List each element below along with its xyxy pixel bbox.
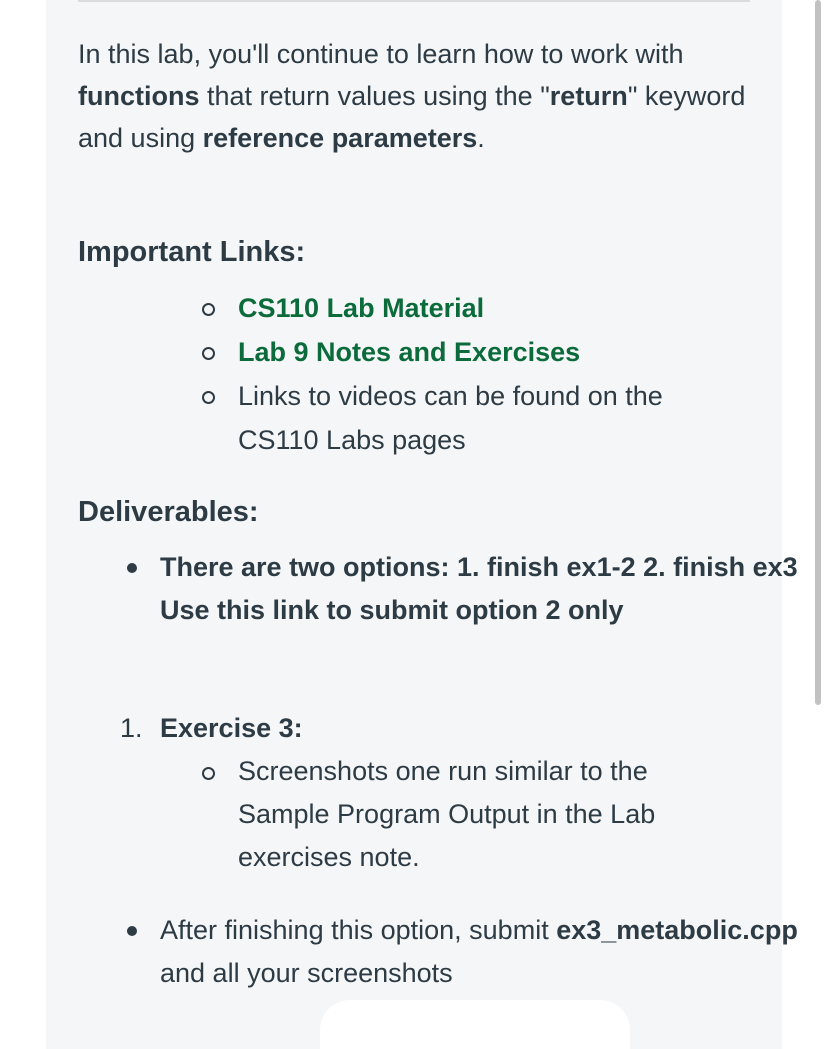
screenshot-instruction: Screenshots one run similar to the Sample Program Output in the Lab exercises note. (238, 756, 656, 872)
options-text: There are two options: 1. finish ex1-2 2. finish ex3 (160, 552, 798, 582)
intro-bold-reference-parameters: reference parameters (202, 123, 478, 153)
lab9-notes-link[interactable]: Lab 9 Notes and Exercises (238, 337, 581, 367)
exercise-3-title: Exercise 3: (160, 713, 303, 743)
videos-note: Links to videos can be found on the CS110 Labs pages (238, 381, 663, 455)
submission-item (122, 909, 800, 995)
circle-bullet-icon (202, 767, 215, 780)
circle-bullet-icon (202, 391, 215, 404)
important-links-list (200, 286, 720, 462)
disc-bullet-icon (127, 926, 137, 936)
intro-paragraph (78, 33, 758, 159)
top-divider (78, 0, 750, 2)
disc-bullet-icon (127, 563, 137, 573)
list-item (200, 374, 720, 462)
important-links-heading: Important Links: (78, 236, 306, 268)
intro-bold-functions: functions (78, 81, 200, 111)
exercise-3-item (120, 706, 800, 750)
intro-text: that return values using the " (199, 81, 550, 111)
cs110-lab-material-link[interactable]: CS110 Lab Material (238, 293, 485, 323)
intro-text: " keyword and using (78, 81, 746, 153)
exercise-3-details (200, 750, 720, 879)
submit-option-note: Use this link to submit option 2 only (160, 595, 624, 625)
intro-bold-return: return (549, 81, 628, 111)
list-item (200, 750, 720, 879)
submission-text: After finishing this option, submit (160, 915, 557, 945)
intro-text: In this lab, you'll continue to learn how to work with (78, 39, 684, 69)
circle-bullet-icon (202, 347, 215, 360)
list-item (200, 330, 720, 374)
options-item (122, 546, 800, 632)
deliverables-heading: Deliverables: (78, 496, 259, 528)
intro-text: . (477, 123, 485, 153)
list-number: 1. (120, 713, 143, 743)
circle-bullet-icon (202, 303, 215, 316)
filename: ex3_metabolic.cpp (556, 915, 798, 945)
list-item (200, 286, 720, 330)
submission-text: and all your screenshots (160, 958, 453, 988)
scrollbar[interactable] (815, 0, 821, 705)
redaction-patch (320, 1000, 630, 1049)
